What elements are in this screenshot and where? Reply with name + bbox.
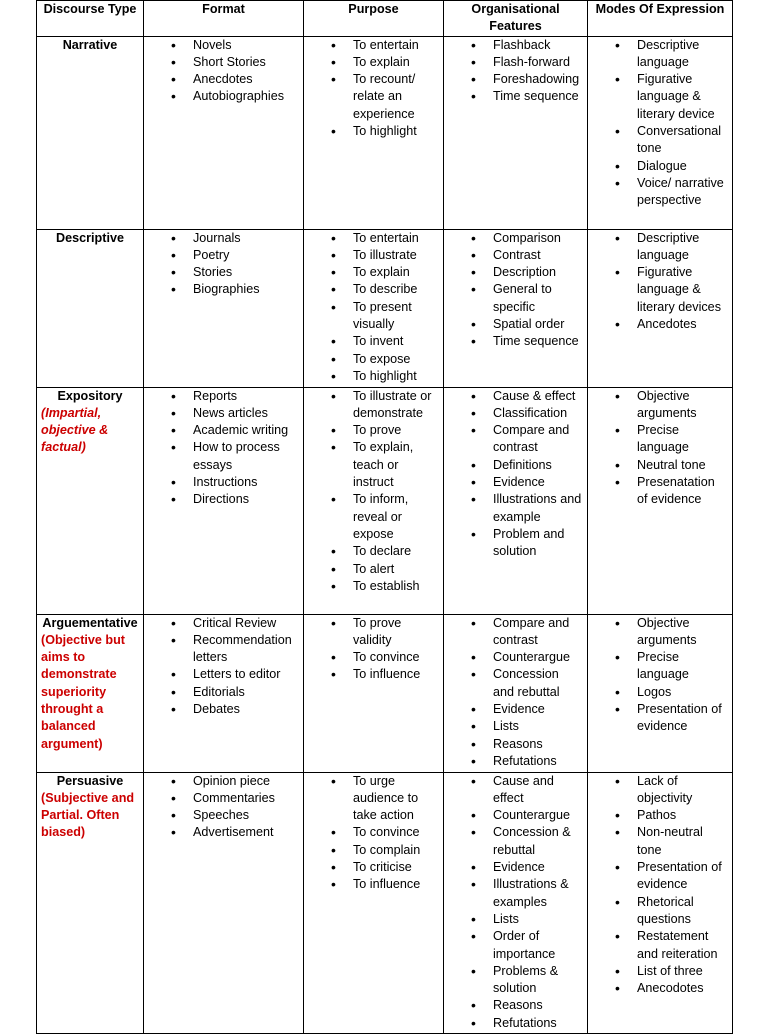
purpose-cell	[304, 387, 444, 614]
features-item: • Cause & effect	[448, 388, 583, 405]
format-item: • Debates	[148, 701, 299, 718]
table-body	[37, 36, 733, 1033]
modes-item: • Presentation of evidence	[592, 701, 728, 736]
purpose-item: • To declare	[308, 543, 439, 560]
row-expository	[37, 387, 733, 614]
features-item: • Counterargue	[448, 649, 583, 666]
purpose-item: • To convince	[308, 824, 439, 841]
features-list	[448, 230, 583, 351]
modes-item: • Rhetorical questions	[592, 894, 728, 929]
modes-list	[592, 37, 728, 210]
header-row	[37, 1, 733, 37]
format-cell	[144, 614, 304, 772]
purpose-cell	[304, 229, 444, 387]
modes-item: • Figurative language & literary devices	[592, 264, 728, 316]
format-item: • Short Stories	[148, 54, 299, 71]
format-cell	[144, 387, 304, 614]
features-item: • Reasons	[448, 997, 583, 1014]
features-item: • Time sequence	[448, 88, 583, 105]
format-cell	[144, 36, 304, 229]
features-item: • Compare and contrast	[448, 615, 583, 650]
header-purpose: Purpose	[304, 1, 444, 37]
purpose-list	[308, 388, 439, 596]
format-item: • Novels	[148, 37, 299, 54]
features-cell	[444, 772, 588, 1033]
modes-cell	[588, 229, 733, 387]
format-item: • How to process essays	[148, 439, 299, 474]
features-list	[448, 388, 583, 561]
discourse-type-cell	[37, 387, 144, 614]
features-item: • Classification	[448, 405, 583, 422]
format-item: • Biographies	[148, 281, 299, 298]
modes-item: • Restatement and reiteration	[592, 928, 728, 963]
modes-item: • Dialogue	[592, 158, 728, 175]
modes-item: • Objective arguments	[592, 615, 728, 650]
features-item: • Foreshadowing	[448, 71, 583, 88]
purpose-list	[308, 37, 439, 141]
purpose-item: • To illustrate	[308, 247, 439, 264]
modes-item: • Presenatation of evidence	[592, 474, 728, 509]
discourse-types-table	[36, 0, 733, 1034]
purpose-item: • To explain	[308, 264, 439, 281]
modes-item: • Non-neutral tone	[592, 824, 728, 859]
features-item: • Time sequence	[448, 333, 583, 350]
format-cell	[144, 229, 304, 387]
purpose-item: • To explain	[308, 54, 439, 71]
features-item: • Description	[448, 264, 583, 281]
format-item: • Critical Review	[148, 615, 299, 632]
purpose-item: • To alert	[308, 561, 439, 578]
purpose-item: • To illustrate or demonstrate	[308, 388, 439, 423]
modes-list	[592, 773, 728, 998]
modes-item: • Objective arguments	[592, 388, 728, 423]
features-item: • Reasons	[448, 736, 583, 753]
modes-list	[592, 388, 728, 509]
purpose-list	[308, 230, 439, 386]
header-discourse-type: Discourse Type	[37, 1, 144, 37]
header-organisational-features: Organisational Features	[444, 1, 588, 37]
format-list	[148, 615, 299, 719]
format-item: • Autobiographies	[148, 88, 299, 105]
features-item: • Evidence	[448, 859, 583, 876]
features-item: • Order of importance	[448, 928, 583, 963]
format-cell	[144, 772, 304, 1033]
features-item: • Illustrations and example	[448, 491, 583, 526]
purpose-item: • To explain, teach or instruct	[308, 439, 439, 491]
discourse-type-name: Expository	[57, 388, 123, 403]
modes-item: • Ancedotes	[592, 316, 728, 333]
features-item: • Concession and rebuttal	[448, 666, 583, 701]
features-item: • Lists	[448, 718, 583, 735]
purpose-item: • To convince	[308, 649, 439, 666]
format-item: • News articles	[148, 405, 299, 422]
modes-item: • Neutral tone	[592, 457, 728, 474]
discourse-type-cell	[37, 229, 144, 387]
modes-cell	[588, 614, 733, 772]
features-item: • Counterargue	[448, 807, 583, 824]
format-item: • Speeches	[148, 807, 299, 824]
modes-item: • Precise language	[592, 649, 728, 684]
format-list	[148, 230, 299, 299]
format-item: • Letters to editor	[148, 666, 299, 683]
format-item: • Opinion piece	[148, 773, 299, 790]
row-arguementative	[37, 614, 733, 772]
discourse-type-name: Persuasive	[56, 773, 124, 788]
modes-item: • Figurative language & literary device	[592, 71, 728, 123]
purpose-cell	[304, 36, 444, 229]
format-item: • Reports	[148, 388, 299, 405]
features-item: • Compare and contrast	[448, 422, 583, 457]
purpose-item: • To criticise	[308, 859, 439, 876]
modes-item: • Descriptive language	[592, 37, 728, 72]
format-list	[148, 388, 299, 509]
row-narrative	[37, 36, 733, 229]
purpose-item: • To highlight	[308, 368, 439, 385]
features-list	[448, 615, 583, 771]
features-item: • Evidence	[448, 474, 583, 491]
features-item: • Flash-forward	[448, 54, 583, 71]
features-cell	[444, 387, 588, 614]
features-item: • General to specific	[448, 281, 583, 316]
format-item: • Editorials	[148, 684, 299, 701]
purpose-list	[308, 773, 439, 894]
features-cell	[444, 229, 588, 387]
features-item: • Concession & rebuttal	[448, 824, 583, 859]
purpose-item: • To recount/ relate an experience	[308, 71, 439, 123]
discourse-type-cell	[37, 614, 144, 772]
features-cell	[444, 36, 588, 229]
purpose-item: • To complain	[308, 842, 439, 859]
header-modes-of-expression: Modes Of Expression	[588, 1, 733, 37]
purpose-item: • To describe	[308, 281, 439, 298]
modes-item: • Conversational tone	[592, 123, 728, 158]
purpose-item: • To present visually	[308, 299, 439, 334]
row-descriptive	[37, 229, 733, 387]
purpose-item: • To establish	[308, 578, 439, 595]
format-item: • Journals	[148, 230, 299, 247]
format-item: • Advertisement	[148, 824, 299, 841]
format-item: • Commentaries	[148, 790, 299, 807]
features-item: • Illustrations & examples	[448, 876, 583, 911]
purpose-item: • To entertain	[308, 230, 439, 247]
discourse-type-cell	[37, 772, 144, 1033]
purpose-item: • To expose	[308, 351, 439, 368]
modes-item: • Anecodotes	[592, 980, 728, 997]
format-item: • Stories	[148, 264, 299, 281]
purpose-item: • To prove	[308, 422, 439, 439]
discourse-type-note: (Subjective and Partial. Often biased)	[41, 790, 135, 840]
format-item: • Instructions	[148, 474, 299, 491]
features-item: • Problem and solution	[448, 526, 583, 561]
modes-cell	[588, 387, 733, 614]
features-item: • Evidence	[448, 701, 583, 718]
purpose-item: • To urge audience to take action	[308, 773, 439, 825]
purpose-item: • To inform, reveal or expose	[308, 491, 439, 543]
modes-item: • Logos	[592, 684, 728, 701]
features-item: • Problems & solution	[448, 963, 583, 998]
discourse-type-note: (Objective but aims to demonstrate superiority throught a balanced argument)	[41, 632, 125, 751]
row-persuasive	[37, 772, 733, 1033]
features-item: • Flashback	[448, 37, 583, 54]
format-item: • Academic writing	[148, 422, 299, 439]
modes-list	[592, 615, 728, 736]
purpose-item: • To highlight	[308, 123, 439, 140]
discourse-type-name: Narrative	[62, 37, 118, 52]
purpose-cell	[304, 772, 444, 1033]
features-item: • Comparison	[448, 230, 583, 247]
format-item: • Anecdotes	[148, 71, 299, 88]
purpose-item: • To prove validity	[308, 615, 439, 650]
features-cell	[444, 614, 588, 772]
purpose-item: • To entertain	[308, 37, 439, 54]
features-item: • Contrast	[448, 247, 583, 264]
features-list	[448, 37, 583, 106]
discourse-type-cell	[37, 36, 144, 229]
format-item: • Poetry	[148, 247, 299, 264]
format-list	[148, 37, 299, 106]
purpose-cell	[304, 614, 444, 772]
format-item: • Recommendation letters	[148, 632, 299, 667]
discourse-type-name: Descriptive	[56, 230, 124, 245]
purpose-item: • To influence	[308, 876, 439, 893]
format-list	[148, 773, 299, 842]
modes-list	[592, 230, 728, 334]
modes-item: • Presentation of evidence	[592, 859, 728, 894]
features-item: • Lists	[448, 911, 583, 928]
modes-item: • Precise language	[592, 422, 728, 457]
modes-item: • Voice/ narrative perspective	[592, 175, 728, 210]
discourse-type-name: Arguementative	[42, 615, 138, 630]
features-item: • Definitions	[448, 457, 583, 474]
modes-item: • Descriptive language	[592, 230, 728, 265]
discourse-type-note: (Impartial, objective & factual)	[41, 405, 109, 455]
features-item: • Spatial order	[448, 316, 583, 333]
features-list	[448, 773, 583, 1032]
header-format: Format	[144, 1, 304, 37]
features-item: • Refutations	[448, 753, 583, 770]
modes-item: • Lack of objectivity	[592, 773, 728, 808]
features-item: • Cause and effect	[448, 773, 583, 808]
format-item: • Directions	[148, 491, 299, 508]
modes-cell	[588, 36, 733, 229]
modes-item: • List of three	[592, 963, 728, 980]
features-item: • Refutations	[448, 1015, 583, 1032]
purpose-item: • To influence	[308, 666, 439, 683]
modes-item: • Pathos	[592, 807, 728, 824]
purpose-list	[308, 615, 439, 684]
modes-cell	[588, 772, 733, 1033]
purpose-item: • To invent	[308, 333, 439, 350]
